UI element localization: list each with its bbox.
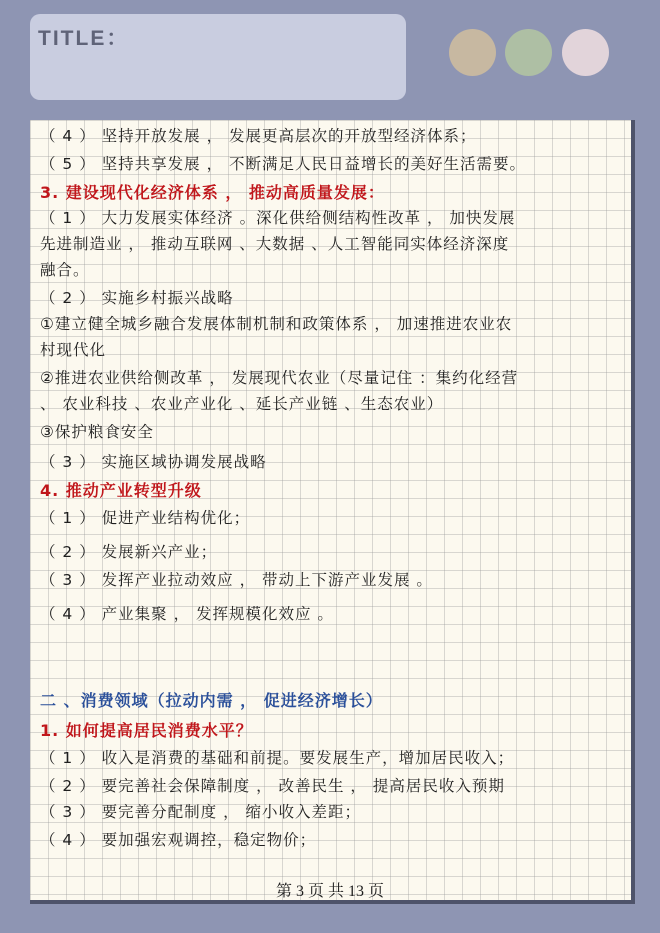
section-heading: 二 、消费领域（拉动内需 ， 促进经济增长） <box>40 691 383 710</box>
text-line: （ 2 ） 要完善社会保障制度 ， 改善民生 ， 提高居民收入预期 <box>40 777 505 795</box>
text-line: （ 3 ） 发挥产业拉动效应 ， 带动上下游产业发展 。 <box>40 571 433 589</box>
text-line: 先进制造业 ， 推动互联网 、大数据 、人工智能同实体经济深度 <box>40 235 510 253</box>
text-line: （ 4 ） 要加强宏观调控，稳定物价； <box>40 831 317 849</box>
text-line: 融合。 <box>40 261 90 279</box>
title-label: TITLE： <box>38 27 130 50</box>
decorative-circle-beige <box>449 29 496 76</box>
text-line: （ 3 ） 实施区域协调发展战略 <box>40 453 267 471</box>
page-indicator: 第 3 页 共 13 页 <box>275 883 384 900</box>
section-heading: 3. 建设现代化经济体系 ， 推动高质量发展： <box>40 183 385 202</box>
section-heading: 4. 推动产业转型升级 <box>40 481 202 500</box>
text-line: （ 5 ） 坚持共享发展 ， 不断满足人民日益增长的美好生活需要。 <box>40 155 526 173</box>
text-line: （ 2 ） 实施乡村振兴战略 <box>40 289 234 307</box>
section-heading: 1. 如何提高居民消费水平？ <box>40 721 253 740</box>
text-line: （ 1 ） 促进产业结构优化； <box>40 509 251 527</box>
text-line: ③保护粮食安全 <box>40 423 154 441</box>
text-line: （ 2 ） 发展新兴产业； <box>40 543 218 561</box>
text-line: （ 4 ） 坚持开放发展 ， 发展更高层次的开放型经济体系； <box>40 127 477 145</box>
title-box <box>30 14 406 100</box>
text-line: 、 农业科技 、农业产业化 、延长产业链 、生态农业） <box>40 395 444 413</box>
text-line: 村现代化 <box>40 341 107 359</box>
decorative-circle-green <box>505 29 552 76</box>
text-line: ①建立健全城乡融合发展体制机制和政策体系 ， 加速推进农业农 <box>40 315 513 333</box>
text-line: ②推进农业供给侧改革 ， 发展现代农业（尽量记住 ：集约化经营 <box>40 369 519 387</box>
decorative-circle-pink <box>562 29 609 76</box>
text-line: （ 1 ） 大力发展实体经济 。深化供给侧结构性改革 ， 加快发展 <box>40 209 516 227</box>
text-line: （ 4 ） 产业集聚 ， 发挥规模化效应 。 <box>40 605 334 623</box>
text-line: （ 1 ） 收入是消费的基础和前提。要发展生产，增加居民收入； <box>40 749 515 767</box>
text-line: （ 3 ） 要完善分配制度 ， 缩小收入差距； <box>40 803 361 821</box>
